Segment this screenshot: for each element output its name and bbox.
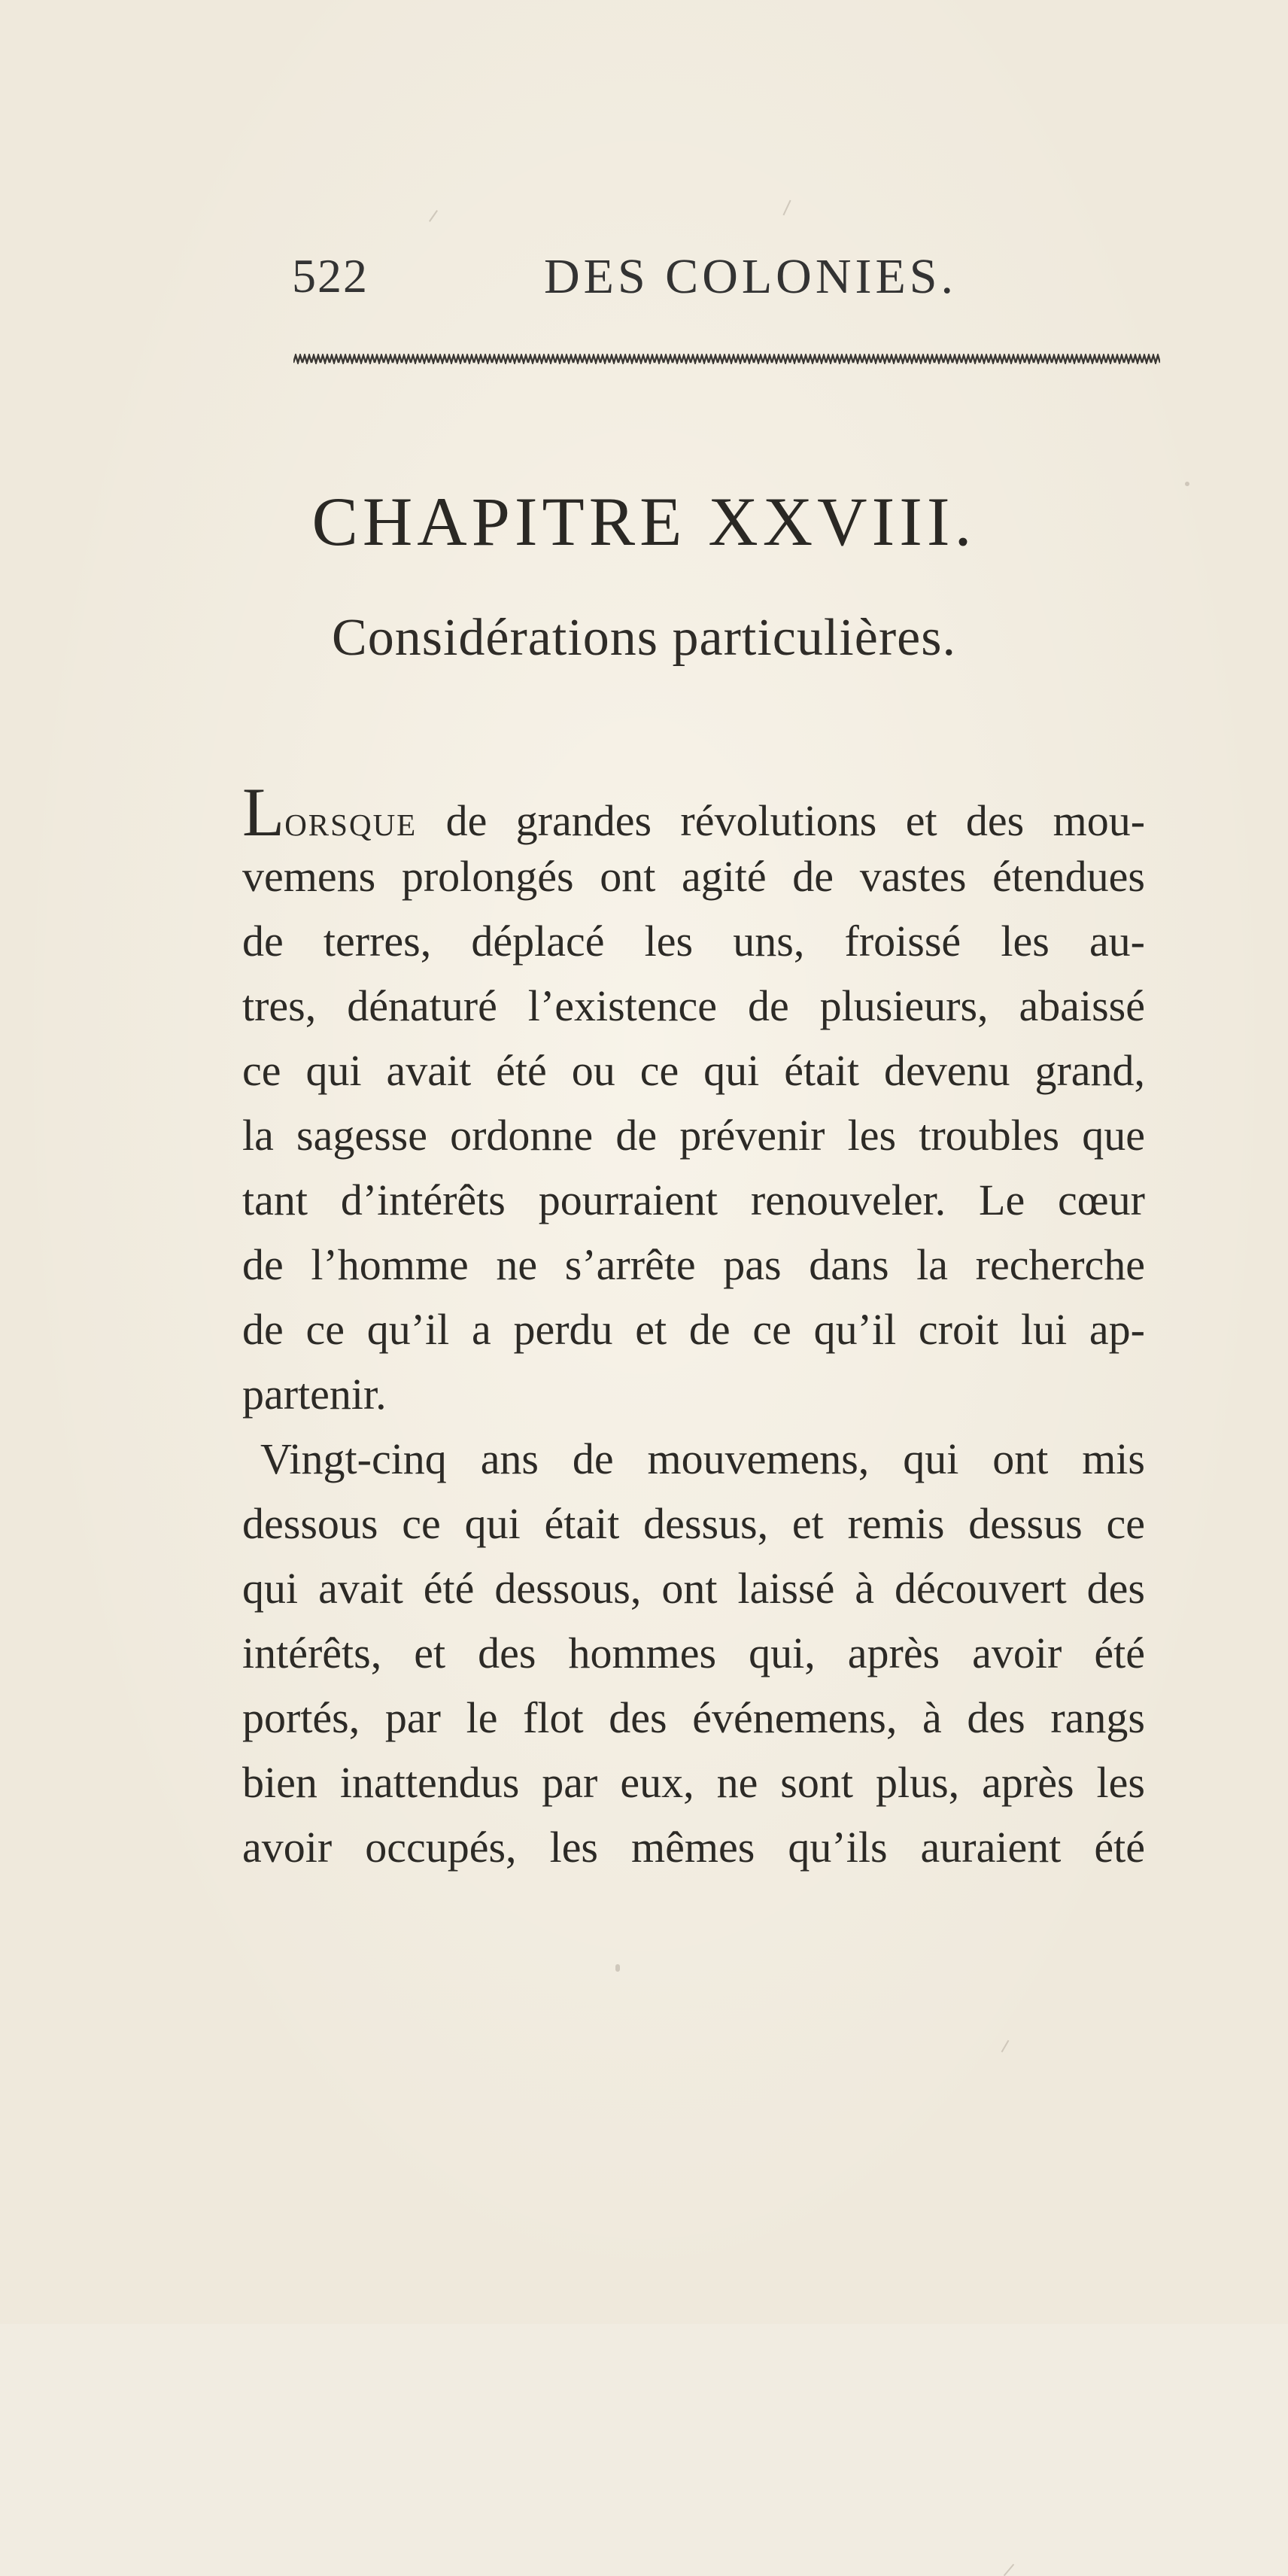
text-line: la sagesse ordonne de prévenir les troubles que xyxy=(242,1111,1145,1160)
paper-speck xyxy=(429,210,438,222)
text-line: vemens prolongés ont agité de vastes étendues xyxy=(242,852,1145,901)
text-line: de ce qu’il a perdu et de ce qu’il croit lui ap- xyxy=(242,1305,1145,1354)
first-line-text: de grandes révolutions et des mou- xyxy=(445,796,1146,845)
text-line: dessous ce qui était dessus, et remis dessus ce xyxy=(242,1499,1145,1548)
ornamental-rule xyxy=(293,354,1160,364)
text-line: tres, dénaturé l’existence de plusieurs, abaissé xyxy=(242,981,1145,1030)
text-line: portés, par le flot des événemens, à des rangs xyxy=(242,1693,1145,1742)
paper-speck xyxy=(782,200,791,216)
paper-speck xyxy=(615,1964,620,1972)
running-head xyxy=(292,248,1044,316)
text-line: intérêts, et des hommes qui, après avoir été xyxy=(242,1629,1145,1677)
text-line: avoir occupés, les mêmes qu’ils auraient été xyxy=(242,1823,1145,1872)
text-line: de terres, déplacé les uns, froissé les au- xyxy=(242,917,1145,966)
text-line: partenir. xyxy=(242,1370,387,1419)
small-caps-word: orsque xyxy=(284,796,418,845)
text-line: bien inattendus par eux, ne sont plus, après les xyxy=(242,1758,1145,1807)
paper-speck xyxy=(1004,2564,1014,2576)
paper-speck xyxy=(1185,482,1189,486)
text-line: ce qui avait été ou ce qui était devenu grand, xyxy=(242,1046,1145,1095)
running-title: DES COLONIES. xyxy=(544,249,958,304)
text-line: qui avait été dessous, ont laissé à découvert des xyxy=(242,1564,1145,1613)
drop-cap: L xyxy=(242,774,285,850)
text-line: Vingt-cinq ans de mouvemens, qui ont mis xyxy=(260,1434,1145,1483)
text-line: de l’homme ne s’arrête pas dans la recherche xyxy=(242,1240,1145,1289)
text-line: tant d’intérêts pourraient renouveler. Le cœur xyxy=(242,1175,1145,1224)
chapter-title: CHAPITRE XXVIII. xyxy=(311,483,977,560)
chapter-subtitle: Considérations particulières. xyxy=(332,609,956,667)
paper-speck xyxy=(1001,2040,1010,2053)
page-number: 522 xyxy=(292,249,369,303)
text-line xyxy=(242,774,1146,850)
